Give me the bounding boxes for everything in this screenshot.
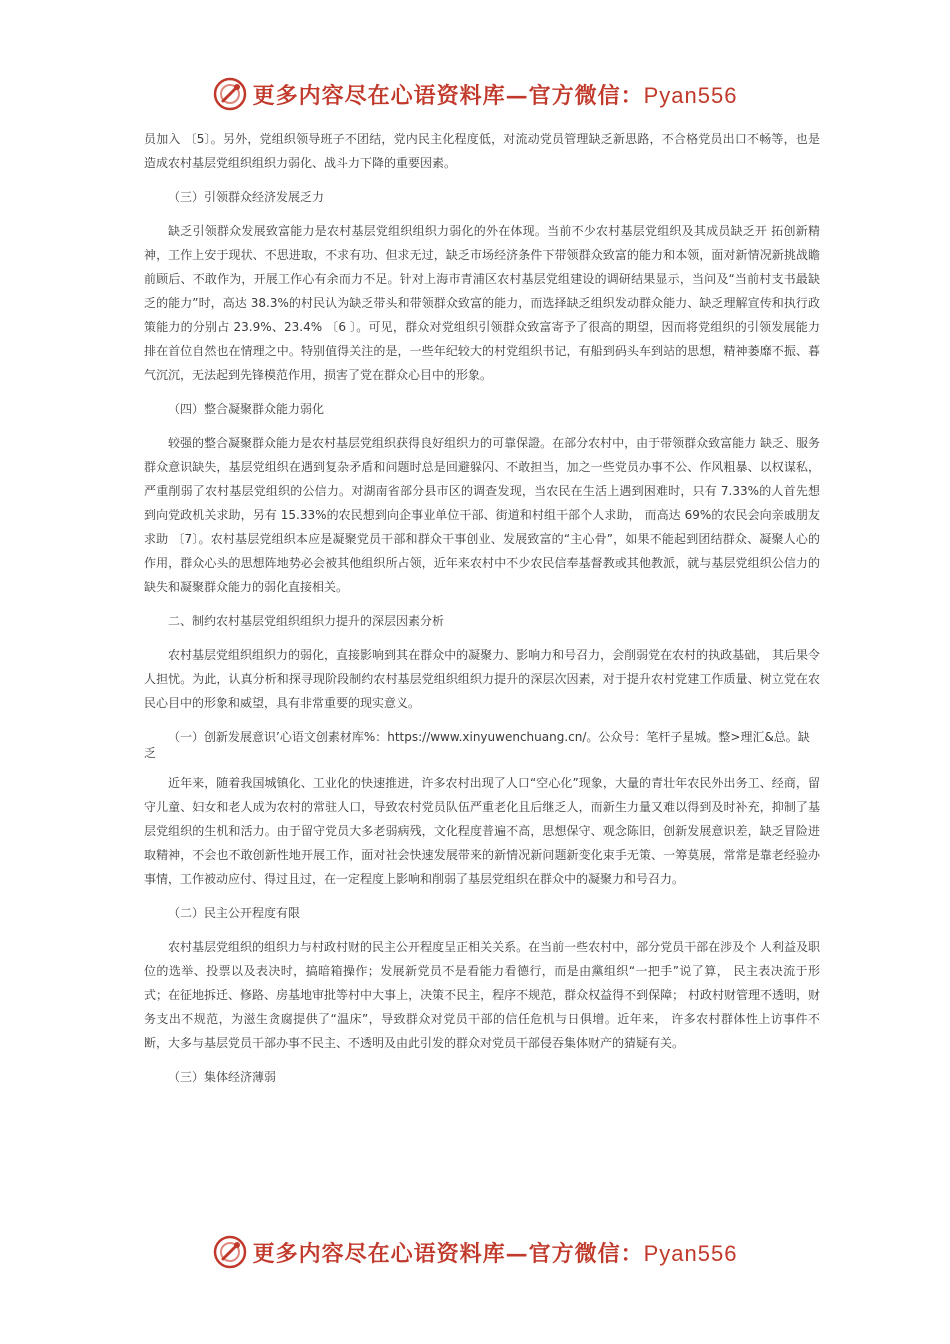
section-heading: 二、制约农村基层党组织组织力提升的深层因素分析 [168, 614, 445, 628]
section-heading: （四）整合凝聚群众能力弱化 [168, 402, 325, 416]
section-heading: （二）民主公开程度有限 [168, 906, 301, 920]
section-heading: （三）引领群众经济发展乏力 [168, 190, 325, 204]
banner-text [253, 1237, 738, 1268]
footer-banner [0, 1230, 950, 1274]
paragraph: 缺乏引领群众发展致富能力是农村基层党组织组织力弱化的外在体现。当前不少农村基层党组织及其成员缺乏开 拓创新精神，工作上安于现状、不思进取，不求有功、但求无过，缺乏市场经济条件下带领群众致富的能力和本领，面对新情况新挑战瞻前顾后、不敢作为，开展工作心有余而力不足。针对上海市青浦区农村基层党组建设的调研结果显示，当问及“当前村支书最缺乏的能力”时，高达 38.3%的村民认为缺乏带头和带领群众致富的能力，而选择缺乏组织发动群众能力、缺乏理解宣传和执行政策能力的分别占 23.9%、23.4% 〔6 〕。可见，群众对党组织引领群众致富寄予了很高的期望，因而将党组织的引领发展能力排在首位自然也在情理之中。特别值得关注的是，一些年纪较大的村党组织书记，有船到码头车到站的思想，精神萎靡不振、暮气沉沉，无法起到先锋模范作用，损害了党在群众心目中的形象。 [144, 224, 820, 382]
banner-title: 更多内容尽在心语资料库—官方微信： [252, 82, 644, 109]
banner-wechat-id: Pyan556 [643, 1240, 738, 1266]
brand-logo-icon [213, 77, 247, 111]
paragraph: 农村基层党组织组织力的弱化，直接影响到其在群众中的凝聚力、影响力和号召力，会削弱党在农村的执政基础， 其后果令人担忧。为此，认真分析和探寻现阶段制约农村基层党组织组织力提升的深层次因素，对于提升农村党建工作质量、树立党在农民心目中的形象和威望，具有非常重要的现实意义。 [144, 648, 820, 710]
document-body [144, 127, 820, 1089]
paragraph: 较强的整合凝聚群众能力是农村基层党组织获得良好组织力的可靠保證。在部分农村中，由于带领群众致富能力 缺乏、服务群众意识缺失，基层党组织在遇到复杂矛盾和问题时总是回避躲闪、不敢担当，加之一些党员办事不公、作风粗暴、以权谋私，严重削弱了农村基层党组织的公信力。对湖南省部分县市区的调查发现，当农民在生活上遇到困难时，只有 7.33%的人首先想到向党政机关求助，另有 15.33%的农民想到向企事业单位干部、街道和村组干部个人求助， 而高达 69%的农民会向亲戚朋友求助 〔7〕。农村基层党组织本应是凝聚党员干部和群众干事创业、发展致富的“主心骨”，如果不能起到团结群众、凝聚人心的作用，群众心头的思想阵地势必会被其他组织所占领，近年来农村中不少农民信奉基督教或其他教派，就与基层党组织公信力的缺失和凝聚群众能力的弱化直接相关。 [144, 436, 820, 594]
banner-wechat-id: Pyan556 [643, 82, 738, 108]
section-heading: （三）集体经济薄弱 [168, 1070, 277, 1084]
banner-text [253, 79, 738, 110]
brand-logo-icon [213, 1235, 247, 1269]
header-banner [0, 72, 950, 116]
paragraph: 农村基层党组织的组织力与村政村财的民主公开程度呈正相关关系。在当前一些农村中，部分党员干部在涉及个 人利益及职位的选举、投票以及表决时，搞暗箱操作；发展新党员不是看能力看德行，而是由黨组织“一把手”说了算， 民主表决流于形式；在征地拆迁、修路、房基地审批等村中大事上，决策不民主，程序不规范，群众权益得不到保障； 村政村财管理不透明，财务支出不规范，为滋生贪腐提供了“温床”，导致群众对党员干部的信任危机与日俱增。近年来， 许多农村群体性上访事件不断，大多与基层党员干部办事不民主、不透明及由此引发的群众对党员干部侵吞集体财产的猜疑有关。 [144, 940, 820, 1050]
section-heading: （一）创新发展意识’心语文创素材库%：https://www.xinyuwenchuang.cn/。公众号：笔杆子星城。整>理汇&总。缺乏 [144, 730, 810, 760]
paragraph: 近年来，随着我国城镇化、工业化的快速推进，许多农村出现了人口“空心化”现象，大量的青壮年农民外出务工、经商，留守儿童、妇女和老人成为农村的常驻人口，导致农村党员队伍严重老化且后继乏人，而新生力量又难以得到及时补充，抑制了基层党组织的生机和活力。由于留守党员大多老弱病残，文化程度普遍不高，思想保守、观念陈旧，创新发展意识差，缺乏冒险进取精神，不会也不敢创新性地开展工作，面对社会快速发展带来的新情况新问题新变化束手无策、一筹莫展，常常是靠老经验办事情，工作被动应付、得过且过，在一定程度上影响和削弱了基层党组织在群众中的凝聚力和号召力。 [144, 776, 820, 886]
paragraph: 员加入 〔5〕。另外，党组织领导班子不团结，党内民主化程度低，对流动党员管理缺乏新思路，不合格党员出口不畅等，也是造成农村基层党组织组织力弱化、战斗力下降的重要因素。 [144, 132, 820, 170]
banner-title: 更多内容尽在心语资料库—官方微信： [252, 1240, 644, 1267]
